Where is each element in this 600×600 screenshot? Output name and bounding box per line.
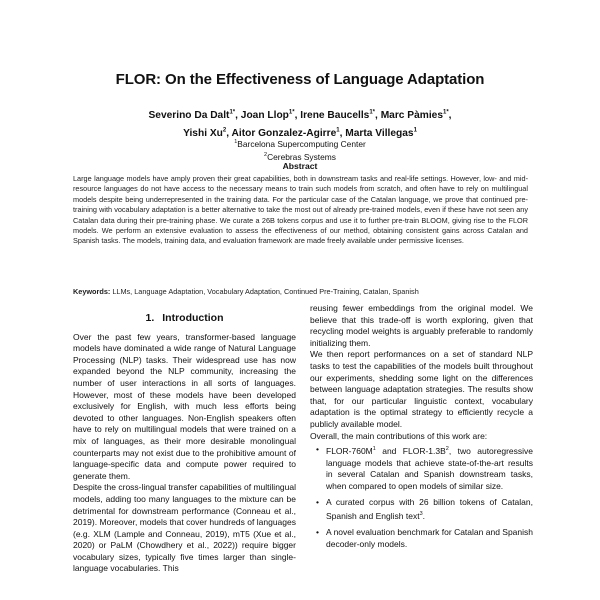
author-list: [95, 106, 505, 141]
affiliation: $^2$Cerebras Systems: [264, 151, 336, 162]
author: Severino Da Dalt$^{1*}$,: [148, 110, 241, 122]
left-column: [73, 313, 296, 575]
affiliation: $^1$Barcelona Supercomputing Center: [234, 138, 366, 149]
section-heading: [73, 313, 296, 325]
bullet-icon: •: [316, 497, 319, 508]
paragraph: reusing fewer embeddings from the original model. We believe that this trade-off is worth exploring, given that recycling model weights is arguably preferable to randomly initializing them.: [310, 303, 533, 348]
keywords: [73, 287, 528, 296]
bullet-icon: •: [316, 527, 319, 538]
section-title: Introduction: [162, 312, 224, 324]
paragraph: We then report performances on a set of standard NLP tasks to test the capabilities of the models built throughout our experiments, shedding some light on the differences between language adaptation strategies. The results show that, for our particular linguistic context, vocabulary adaptation is the optimal strategy to efficiently recycle a publicly available model.: [310, 349, 533, 429]
author: Marc Pàmies$^{1*}$,: [380, 110, 452, 122]
contributions-list: [310, 444, 533, 550]
paragraph: Overall, the main contributions of this work are:: [310, 430, 488, 441]
paper-title: FLOR: On the Effectiveness of Language Adaptation: [115, 71, 485, 88]
footnote-mark: 2: [445, 446, 449, 453]
paragraph: Despite the cross-lingual transfer capabilities of multilingual models, adding too many languages to the mixture can be detrimental for downstream performance (Conneau et al., 2019). Moreover, models that cover hundreds of languages (e.g. XLM (Lample and Conneau, 2019), mT5 (Xue et al., 2020) or PaLM (Chowdhery et al., 2022)) require bigger vocabulary sizes, typically five times larger than single-language vocabularies. This: [73, 482, 296, 574]
footnote-mark: 3: [419, 510, 423, 517]
list-item: • A curated corpus with 26 billion tokens of Catalan, Spanish and English text$^3$.: [316, 497, 533, 521]
author: Aitor Gonzalez-Agirre$^1$,: [231, 127, 346, 139]
footnote-mark: 1: [372, 446, 376, 453]
affiliations: [0, 137, 600, 163]
bullet-icon: •: [316, 444, 319, 455]
list-item: • FLOR-760M$^1$ and FLOR-1.3B$^2$, two autoregressive language models that achieve state-of-the-art results in several Catalan and Spanish downstream tasks, when compared to open models of similar size.: [316, 444, 533, 491]
right-column: [310, 303, 533, 556]
author: Yishi Xu$^2$,: [183, 127, 232, 139]
author: Irene Baucells$^{1*}$,: [300, 110, 381, 122]
abstract-body: Large language models have amply proven their great capabilities, both in downstream tasks and real-life settings. However, low- and mid-resource languages do not have access to the necessary means to train such models from scratch, and often have to rely on multilingual models despite being underrepresented in the training data. For the particular case of the Catalan language, we prove that continued pre-training with vocabulary adaptation is a better alternative to take the most out of already pre-trained models, even if these have not seen any Catalan data during their pre-training phase. We curate a 26B tokens corpus and use it to further pre-train BLOOM, giving rise to the FLOR models. We perform an extensive evaluation to assess the effectiveness of our method, obtaining consistent gains across Catalan and Spanish tasks. The models, training data, and evaluation framework are made freely available under permissive licenses.: [73, 174, 528, 246]
keywords-label: Keywords:: [73, 287, 111, 296]
author: Marta Villegas$^1$: [345, 127, 417, 139]
section-number: 1.: [145, 312, 155, 324]
author: Joan Llop$^{1*}$,: [240, 110, 301, 122]
list-item: • A novel evaluation benchmark for Catalan and Spanish decoder-only models.: [316, 527, 533, 549]
keywords-list: LLMs, Language Adaptation, Vocabulary Adaptation, Continued Pre-Training, Catalan, Spanish: [112, 287, 419, 296]
abstract-heading: Abstract: [282, 161, 318, 171]
paragraph: Over the past few years, transformer-based language models have dominated a wide range of Natural Language Processing (NLP) tasks. Their widespread use has now expanded beyond the NLP community, increasing the number of user interactions in all sorts of languages. However, most of these models have been developed exclusively for English, with much less efforts being devoted to other languages. Non-English speakers often have to rely on multilingual models that were trained on a mix of languages, as their more desirable monolingual counterparts may not exist due to the prohibitive amount of language-specific data and compute power required to generate them.: [73, 331, 296, 481]
